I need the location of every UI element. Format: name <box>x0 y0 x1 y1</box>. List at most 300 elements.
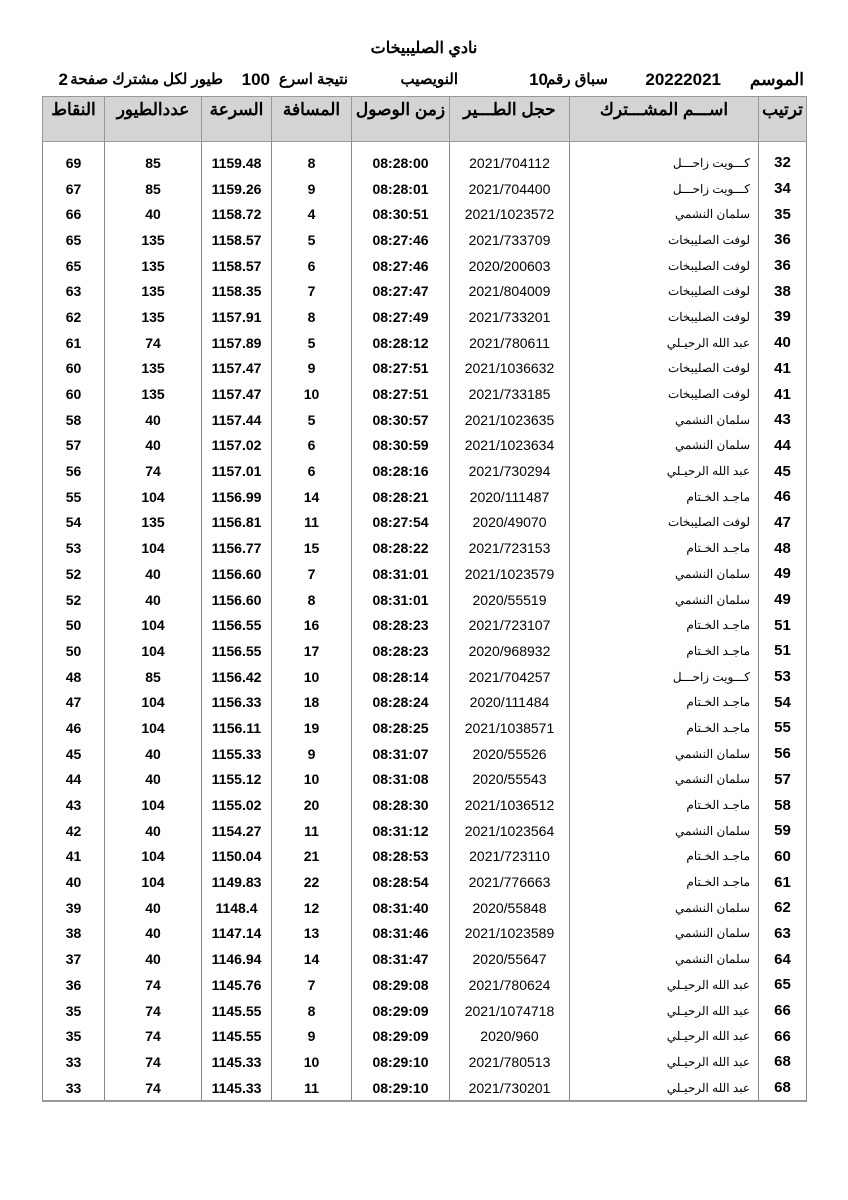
cell-ring: 2021/704112 <box>450 150 570 176</box>
cell-points: 33 <box>43 1075 105 1102</box>
cell-distance: 8 <box>272 587 352 613</box>
cell-arrival-time: 08:31:12 <box>352 818 450 844</box>
cell-distance: 6 <box>272 458 352 484</box>
table-row <box>43 921 807 947</box>
cell-points: 47 <box>43 689 105 715</box>
cell-participant: سلمان النشمي <box>570 895 759 921</box>
table-row <box>43 1023 807 1049</box>
cell-ring: 2021/730201 <box>450 1075 570 1102</box>
cell-rank: 65 <box>759 972 807 998</box>
cell-bird-count: 40 <box>105 433 202 459</box>
cell-participant: سلمان النشمي <box>570 741 759 767</box>
table-row <box>43 330 807 356</box>
cell-points: 54 <box>43 510 105 536</box>
cell-participant: لوفت الصليبخات <box>570 381 759 407</box>
cell-distance: 7 <box>272 278 352 304</box>
cell-ring: 2021/780624 <box>450 972 570 998</box>
cell-speed: 1159.26 <box>202 176 272 202</box>
result-label: نتيجة اسرع <box>278 71 348 88</box>
cell-speed: 1145.33 <box>202 1075 272 1102</box>
cell-bird-count: 74 <box>105 1049 202 1075</box>
cell-arrival-time: 08:28:01 <box>352 176 450 202</box>
table-row <box>43 844 807 870</box>
cell-points: 52 <box>43 561 105 587</box>
cell-ring: 2020/55848 <box>450 895 570 921</box>
cell-ring: 2021/1023572 <box>450 201 570 227</box>
cell-participant: كـــويت زاحـــل <box>570 176 759 202</box>
cell-participant: عبد الله الرحيـلي <box>570 998 759 1024</box>
cell-arrival-time: 08:30:59 <box>352 433 450 459</box>
table-row <box>43 818 807 844</box>
cell-distance: 10 <box>272 1049 352 1075</box>
cell-rank: 39 <box>759 304 807 330</box>
cell-bird-count: 74 <box>105 998 202 1024</box>
cell-arrival-time: 08:27:51 <box>352 356 450 382</box>
cell-points: 55 <box>43 484 105 510</box>
cell-distance: 22 <box>272 869 352 895</box>
cell-participant: كـــويت زاحـــل <box>570 150 759 176</box>
cell-speed: 1146.94 <box>202 946 272 972</box>
cell-arrival-time: 08:27:54 <box>352 510 450 536</box>
cell-participant: لوفت الصليبخات <box>570 510 759 536</box>
table-row <box>43 304 807 330</box>
spacer-cell <box>759 142 807 151</box>
cell-speed: 1156.81 <box>202 510 272 536</box>
cell-ring: 2021/1023589 <box>450 921 570 947</box>
cell-participant: ماجـد الخـتام <box>570 484 759 510</box>
cell-rank: 47 <box>759 510 807 536</box>
cell-participant: لوفت الصليبخات <box>570 253 759 279</box>
race-label: سباق رقم <box>546 71 608 88</box>
cell-speed: 1156.11 <box>202 715 272 741</box>
table-row <box>43 484 807 510</box>
cell-distance: 13 <box>272 921 352 947</box>
cell-participant: ماجـد الخـتام <box>570 715 759 741</box>
cell-distance: 18 <box>272 689 352 715</box>
cell-distance: 10 <box>272 664 352 690</box>
cell-points: 44 <box>43 767 105 793</box>
cell-bird-count: 40 <box>105 741 202 767</box>
table-row <box>43 561 807 587</box>
cell-distance: 21 <box>272 844 352 870</box>
cell-rank: 36 <box>759 253 807 279</box>
cell-speed: 1157.01 <box>202 458 272 484</box>
cell-arrival-time: 08:28:25 <box>352 715 450 741</box>
table-row <box>43 869 807 895</box>
table-row <box>43 612 807 638</box>
cell-distance: 4 <box>272 201 352 227</box>
header-participant: اســـم المشـــترك <box>570 97 759 142</box>
cell-participant: سلمان النشمي <box>570 921 759 947</box>
header-ring: حجل الطـــير <box>450 97 570 142</box>
cell-rank: 60 <box>759 844 807 870</box>
cell-points: 35 <box>43 1023 105 1049</box>
cell-bird-count: 135 <box>105 304 202 330</box>
cell-participant: ماجـد الخـتام <box>570 612 759 638</box>
cell-arrival-time: 08:28:54 <box>352 869 450 895</box>
table-row <box>43 201 807 227</box>
cell-distance: 20 <box>272 792 352 818</box>
header-points: النقاط <box>43 97 105 142</box>
cell-rank: 35 <box>759 201 807 227</box>
cell-participant: سلمان النشمي <box>570 767 759 793</box>
cell-ring: 2021/733201 <box>450 304 570 330</box>
cell-speed: 1157.91 <box>202 304 272 330</box>
table-row <box>43 278 807 304</box>
table-row <box>43 253 807 279</box>
cell-ring: 2021/704257 <box>450 664 570 690</box>
header-bird-count: عددالطيور <box>105 97 202 142</box>
cell-bird-count: 74 <box>105 1075 202 1102</box>
cell-distance: 8 <box>272 150 352 176</box>
cell-points: 35 <box>43 998 105 1024</box>
table-row <box>43 176 807 202</box>
spacer-cell <box>43 142 105 151</box>
cell-arrival-time: 08:28:00 <box>352 150 450 176</box>
header-distance: المسافة <box>272 97 352 142</box>
cell-ring: 2020/960 <box>450 1023 570 1049</box>
cell-arrival-time: 08:28:14 <box>352 664 450 690</box>
cell-participant: عبد الله الرحيـلي <box>570 1023 759 1049</box>
cell-ring: 2020/111484 <box>450 689 570 715</box>
spacer-cell <box>202 142 272 151</box>
cell-ring: 2020/111487 <box>450 484 570 510</box>
header-row <box>43 97 807 142</box>
cell-distance: 11 <box>272 818 352 844</box>
cell-ring: 2020/55647 <box>450 946 570 972</box>
cell-rank: 44 <box>759 433 807 459</box>
cell-ring: 2021/780513 <box>450 1049 570 1075</box>
cell-participant: كـــويت زاحـــل <box>570 664 759 690</box>
cell-bird-count: 40 <box>105 895 202 921</box>
cell-arrival-time: 08:29:09 <box>352 998 450 1024</box>
cell-arrival-time: 08:31:40 <box>352 895 450 921</box>
cell-distance: 8 <box>272 304 352 330</box>
cell-speed: 1157.44 <box>202 407 272 433</box>
cell-participant: سلمان النشمي <box>570 433 759 459</box>
cell-speed: 1147.14 <box>202 921 272 947</box>
cell-points: 50 <box>43 612 105 638</box>
cell-arrival-time: 08:28:53 <box>352 844 450 870</box>
cell-arrival-time: 08:27:49 <box>352 304 450 330</box>
cell-distance: 9 <box>272 741 352 767</box>
cell-rank: 62 <box>759 895 807 921</box>
cell-points: 66 <box>43 201 105 227</box>
cell-speed: 1156.55 <box>202 612 272 638</box>
cell-participant: عبد الله الرحيـلي <box>570 330 759 356</box>
cell-ring: 2021/733185 <box>450 381 570 407</box>
cell-rank: 43 <box>759 407 807 433</box>
cell-distance: 5 <box>272 407 352 433</box>
cell-bird-count: 85 <box>105 664 202 690</box>
cell-points: 38 <box>43 921 105 947</box>
cell-ring: 2021/723110 <box>450 844 570 870</box>
cell-points: 69 <box>43 150 105 176</box>
table-row <box>43 381 807 407</box>
cell-participant: عبد الله الرحيـلي <box>570 1075 759 1102</box>
cell-bird-count: 104 <box>105 484 202 510</box>
header-rank: ترتيب <box>759 97 807 142</box>
cell-arrival-time: 08:28:24 <box>352 689 450 715</box>
cell-bird-count: 40 <box>105 587 202 613</box>
cell-bird-count: 74 <box>105 1023 202 1049</box>
cell-bird-count: 85 <box>105 150 202 176</box>
cell-ring: 2021/733709 <box>450 227 570 253</box>
cell-ring: 2021/1074718 <box>450 998 570 1024</box>
cell-rank: 54 <box>759 689 807 715</box>
header-speed: السرعة <box>202 97 272 142</box>
spacer-cell <box>272 142 352 151</box>
cell-points: 50 <box>43 638 105 664</box>
cell-participant: ماجـد الخـتام <box>570 869 759 895</box>
cell-bird-count: 104 <box>105 535 202 561</box>
cell-points: 65 <box>43 253 105 279</box>
cell-points: 41 <box>43 844 105 870</box>
cell-bird-count: 104 <box>105 612 202 638</box>
cell-speed: 1145.55 <box>202 998 272 1024</box>
cell-bird-count: 40 <box>105 767 202 793</box>
cell-distance: 10 <box>272 767 352 793</box>
cell-ring: 2020/200603 <box>450 253 570 279</box>
cell-bird-count: 104 <box>105 638 202 664</box>
cell-arrival-time: 08:28:12 <box>352 330 450 356</box>
cell-ring: 2020/55543 <box>450 767 570 793</box>
cell-speed: 1156.60 <box>202 587 272 613</box>
spacer-cell <box>105 142 202 151</box>
cell-points: 37 <box>43 946 105 972</box>
cell-rank: 56 <box>759 741 807 767</box>
cell-points: 60 <box>43 381 105 407</box>
cell-ring: 2020/968932 <box>450 638 570 664</box>
cell-arrival-time: 08:27:46 <box>352 253 450 279</box>
cell-participant: ماجـد الخـتام <box>570 638 759 664</box>
cell-bird-count: 40 <box>105 407 202 433</box>
table-row <box>43 946 807 972</box>
cell-participant: سلمان النشمي <box>570 946 759 972</box>
cell-distance: 6 <box>272 253 352 279</box>
cell-arrival-time: 08:31:01 <box>352 587 450 613</box>
cell-rank: 41 <box>759 381 807 407</box>
cell-ring: 2020/55519 <box>450 587 570 613</box>
cell-rank: 68 <box>759 1075 807 1102</box>
cell-participant: ماجـد الخـتام <box>570 844 759 870</box>
cell-arrival-time: 08:31:01 <box>352 561 450 587</box>
cell-participant: لوفت الصليبخات <box>570 304 759 330</box>
cell-distance: 17 <box>272 638 352 664</box>
race-number: 10 <box>529 70 548 89</box>
cell-speed: 1157.89 <box>202 330 272 356</box>
cell-bird-count: 40 <box>105 946 202 972</box>
table-row <box>43 227 807 253</box>
cell-points: 62 <box>43 304 105 330</box>
cell-bird-count: 74 <box>105 330 202 356</box>
cell-rank: 68 <box>759 1049 807 1075</box>
cell-bird-count: 85 <box>105 176 202 202</box>
cell-bird-count: 104 <box>105 869 202 895</box>
cell-arrival-time: 08:28:30 <box>352 792 450 818</box>
cell-rank: 51 <box>759 638 807 664</box>
cell-speed: 1156.42 <box>202 664 272 690</box>
table-row <box>43 741 807 767</box>
cell-bird-count: 74 <box>105 458 202 484</box>
cell-participant: عبد الله الرحيـلي <box>570 1049 759 1075</box>
table-row <box>43 150 807 176</box>
cell-speed: 1156.77 <box>202 535 272 561</box>
cell-bird-count: 135 <box>105 381 202 407</box>
cell-distance: 15 <box>272 535 352 561</box>
cell-distance: 9 <box>272 1023 352 1049</box>
cell-speed: 1155.33 <box>202 741 272 767</box>
cell-bird-count: 135 <box>105 510 202 536</box>
cell-rank: 41 <box>759 356 807 382</box>
spacer-cell <box>450 142 570 151</box>
cell-distance: 12 <box>272 895 352 921</box>
cell-distance: 16 <box>272 612 352 638</box>
cell-arrival-time: 08:27:47 <box>352 278 450 304</box>
cell-points: 42 <box>43 818 105 844</box>
cell-bird-count: 104 <box>105 792 202 818</box>
cell-speed: 1157.47 <box>202 381 272 407</box>
cell-participant: سلمان النشمي <box>570 818 759 844</box>
cell-speed: 1158.72 <box>202 201 272 227</box>
cell-rank: 64 <box>759 946 807 972</box>
cell-arrival-time: 08:29:09 <box>352 1023 450 1049</box>
table-row <box>43 689 807 715</box>
cell-participant: لوفت الصليبخات <box>570 356 759 382</box>
cell-points: 67 <box>43 176 105 202</box>
cell-distance: 7 <box>272 561 352 587</box>
cell-rank: 59 <box>759 818 807 844</box>
cell-points: 48 <box>43 664 105 690</box>
cell-participant: سلمان النشمي <box>570 561 759 587</box>
cell-rank: 48 <box>759 535 807 561</box>
results-table <box>42 96 807 1102</box>
cell-rank: 55 <box>759 715 807 741</box>
season-value: 20222021 <box>645 70 721 89</box>
cell-distance: 14 <box>272 484 352 510</box>
cell-ring: 2021/723107 <box>450 612 570 638</box>
cell-arrival-time: 08:27:46 <box>352 227 450 253</box>
cell-speed: 1156.33 <box>202 689 272 715</box>
cell-rank: 45 <box>759 458 807 484</box>
cell-rank: 51 <box>759 612 807 638</box>
cell-rank: 66 <box>759 998 807 1024</box>
cell-bird-count: 40 <box>105 818 202 844</box>
table-row <box>43 535 807 561</box>
cell-speed: 1157.02 <box>202 433 272 459</box>
cell-speed: 1149.83 <box>202 869 272 895</box>
cell-ring: 2021/723153 <box>450 535 570 561</box>
cell-arrival-time: 08:31:46 <box>352 921 450 947</box>
table-row <box>43 664 807 690</box>
cell-arrival-time: 08:30:51 <box>352 201 450 227</box>
cell-ring: 2021/730294 <box>450 458 570 484</box>
table-row <box>43 510 807 536</box>
cell-arrival-time: 08:28:23 <box>352 638 450 664</box>
cell-rank: 32 <box>759 150 807 176</box>
cell-points: 53 <box>43 535 105 561</box>
cell-points: 43 <box>43 792 105 818</box>
cell-speed: 1150.04 <box>202 844 272 870</box>
cell-points: 57 <box>43 433 105 459</box>
cell-distance: 10 <box>272 381 352 407</box>
cell-distance: 11 <box>272 510 352 536</box>
table-row <box>43 767 807 793</box>
cell-distance: 5 <box>272 227 352 253</box>
cell-participant: سلمان النشمي <box>570 407 759 433</box>
table-row <box>43 1049 807 1075</box>
cell-speed: 1155.12 <box>202 767 272 793</box>
cell-rank: 63 <box>759 921 807 947</box>
cell-participant: عبد الله الرحيـلي <box>570 458 759 484</box>
cell-rank: 38 <box>759 278 807 304</box>
cell-ring: 2021/1038571 <box>450 715 570 741</box>
cell-ring: 2020/49070 <box>450 510 570 536</box>
cell-bird-count: 40 <box>105 201 202 227</box>
cell-ring: 2021/1023579 <box>450 561 570 587</box>
cell-ring: 2021/1036512 <box>450 792 570 818</box>
table-row <box>43 895 807 921</box>
cell-points: 56 <box>43 458 105 484</box>
table-row <box>43 356 807 382</box>
cell-points: 33 <box>43 1049 105 1075</box>
cell-rank: 58 <box>759 792 807 818</box>
cell-bird-count: 104 <box>105 844 202 870</box>
cell-points: 58 <box>43 407 105 433</box>
table-row <box>43 715 807 741</box>
cell-speed: 1156.55 <box>202 638 272 664</box>
cell-bird-count: 40 <box>105 561 202 587</box>
cell-arrival-time: 08:31:47 <box>352 946 450 972</box>
cell-participant: سلمان النشمي <box>570 201 759 227</box>
table-row <box>43 587 807 613</box>
cell-rank: 36 <box>759 227 807 253</box>
cell-bird-count: 74 <box>105 972 202 998</box>
cell-ring: 2021/704400 <box>450 176 570 202</box>
cell-ring: 2021/1023564 <box>450 818 570 844</box>
cell-ring: 2020/55526 <box>450 741 570 767</box>
cell-bird-count: 135 <box>105 253 202 279</box>
cell-participant: لوفت الصليبخات <box>570 227 759 253</box>
cell-speed: 1155.02 <box>202 792 272 818</box>
cell-arrival-time: 08:28:23 <box>352 612 450 638</box>
cell-speed: 1159.48 <box>202 150 272 176</box>
cell-points: 63 <box>43 278 105 304</box>
cell-points: 52 <box>43 587 105 613</box>
season-label: الموسم <box>749 70 804 89</box>
cell-arrival-time: 08:28:16 <box>352 458 450 484</box>
cell-distance: 9 <box>272 356 352 382</box>
cell-ring: 2021/780611 <box>450 330 570 356</box>
cell-distance: 19 <box>272 715 352 741</box>
cell-arrival-time: 08:28:22 <box>352 535 450 561</box>
cell-bird-count: 135 <box>105 356 202 382</box>
cell-points: 61 <box>43 330 105 356</box>
cell-participant: ماجـد الخـتام <box>570 689 759 715</box>
cell-participant: سلمان النشمي <box>570 587 759 613</box>
cell-arrival-time: 08:27:51 <box>352 381 450 407</box>
cell-rank: 46 <box>759 484 807 510</box>
cell-arrival-time: 08:31:08 <box>352 767 450 793</box>
cell-bird-count: 135 <box>105 278 202 304</box>
cell-rank: 53 <box>759 664 807 690</box>
cell-distance: 7 <box>272 972 352 998</box>
cell-rank: 61 <box>759 869 807 895</box>
cell-points: 36 <box>43 972 105 998</box>
cell-bird-count: 104 <box>105 715 202 741</box>
cell-arrival-time: 08:31:07 <box>352 741 450 767</box>
table-row <box>43 433 807 459</box>
